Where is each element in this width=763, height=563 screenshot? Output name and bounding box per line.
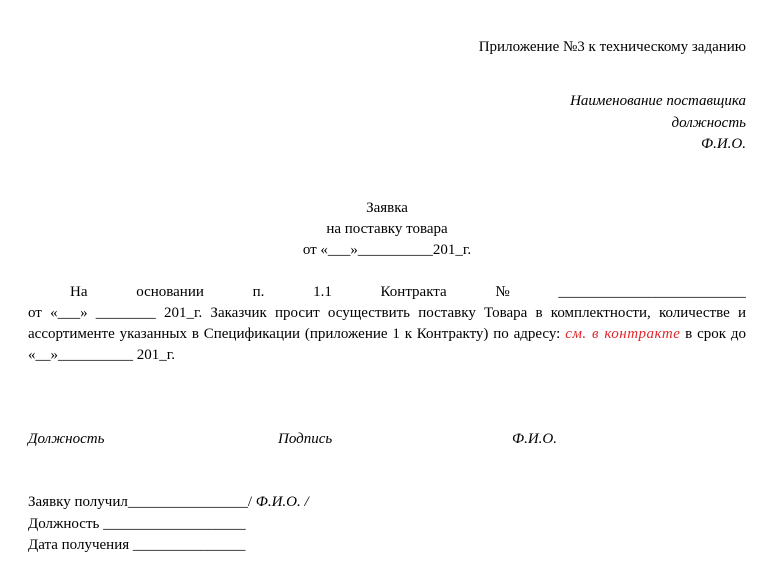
paragraph-text: от «___» ________ 201_г. Заказчик просит осуществить поставку Товара в комплектности, количестве и ассортименте указанных в Спецификации (приложение 1 к Контракту) по адресу: (28, 305, 746, 342)
first-line (28, 282, 746, 303)
word: п. (252, 284, 265, 300)
appendix-note: Приложение №3 к техническому заданию (478, 39, 746, 55)
contract-number-blank: _________________________ (558, 284, 746, 300)
word: № (495, 284, 510, 300)
word: 1.1 (313, 284, 332, 300)
supplier-full-name: Ф.И.О. (701, 136, 746, 152)
request-paragraph (28, 282, 746, 366)
received-by-text: Заявку получил________________/ (28, 494, 256, 510)
supplier-position: должность (671, 115, 746, 131)
word: основании (136, 284, 204, 300)
signature-sign-label: Подпись (278, 431, 333, 447)
received-position-line: Должность ___________________ (28, 516, 246, 532)
paragraph-rest (28, 303, 746, 366)
doc-date: от «___»__________201_г. (302, 242, 472, 258)
word: Контракта (380, 284, 447, 300)
received-by-name: Ф.И.О. / (255, 494, 309, 510)
doc-title: Заявка (366, 200, 408, 216)
paragraph-tail: в срок до «__»__________ 201_г. (28, 326, 746, 363)
received-date-line: Дата получения _______________ (28, 537, 246, 553)
signature-position-label: Должность (28, 431, 105, 447)
word: На (70, 284, 88, 300)
address-placeholder: см. в контракте (565, 326, 681, 342)
received-by-line (28, 492, 746, 512)
signature-name-label: Ф.И.О. (512, 431, 557, 447)
doc-subtitle: на поставку товара (326, 221, 448, 237)
document-page (28, 0, 746, 563)
signature-row (28, 429, 746, 449)
supplier-name: Наименование поставщика (570, 93, 746, 109)
